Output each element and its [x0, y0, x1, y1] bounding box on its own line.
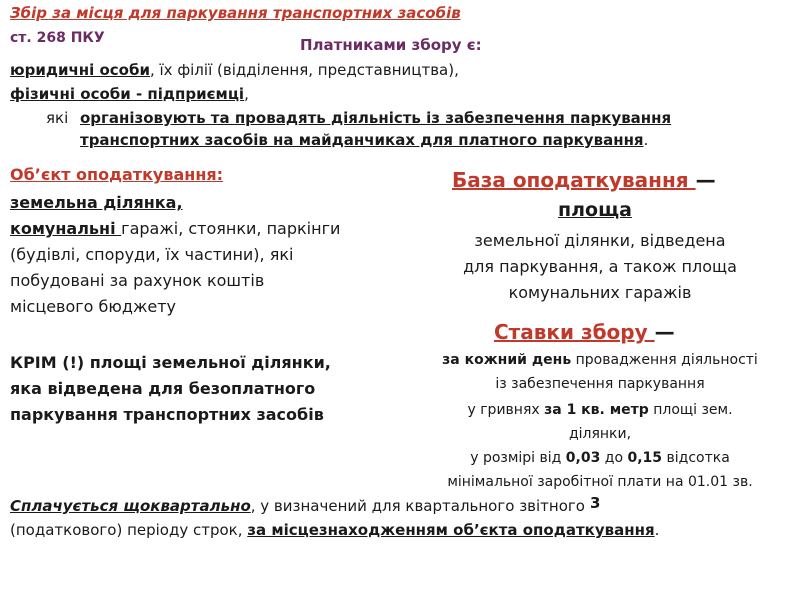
base-line1: земельної ділянки, відведена [474, 231, 726, 250]
object-line2 [10, 218, 340, 240]
payers-which: які [46, 109, 69, 127]
article-reference: ст. 268 ПКУ [10, 30, 105, 46]
page-number: 3 [590, 494, 601, 512]
payment-p2-end: . [654, 521, 660, 539]
payers-activity-line1: організовують та провадять діяльність із забезпечення паркування [80, 109, 672, 127]
object-line4: побудовані за рахунок коштів [10, 271, 265, 290]
rates-line3 [400, 400, 800, 420]
rates-l3-bold: за 1 кв. метр [544, 402, 649, 418]
base-heading: База оподаткування [452, 168, 696, 192]
payers-heading: Платниками збору є: [300, 36, 482, 54]
rates-line4: ділянки, [568, 426, 632, 442]
payers-activity-line2-text: транспортних засобів на майданчиках для платного паркування [80, 131, 644, 149]
payers-individuals [10, 84, 249, 104]
object-line3: (будівлі, споруди, їх частини), які [10, 245, 294, 264]
rates-heading: Ставки збору [494, 320, 655, 344]
rates-line1 [400, 350, 800, 370]
object-line5: місцевого бюджету [10, 297, 176, 316]
rates-dash: — [654, 320, 675, 344]
rates-heading-line [494, 320, 675, 344]
rates-line5 [400, 448, 800, 468]
payment-line1 [10, 496, 585, 516]
payment-p2-bold: за місцезнаходженням об’єкта оподаткування [247, 521, 655, 539]
payers-legal-bold: юридичні особи [10, 61, 150, 79]
object-line2-bold: комунальні [10, 219, 122, 238]
payment-p1-rest: , у визначений для квартального звітного [250, 497, 585, 515]
object-except3: паркування транспортних засобів [10, 405, 324, 424]
payers-activity-line2 [80, 130, 648, 150]
base-heading-line [452, 168, 716, 192]
payment-p1-bold: Сплачується щоквартально [10, 497, 251, 515]
rates-l5-a: у розмірі від [470, 450, 566, 466]
rates-line2: із забезпечення паркування [495, 376, 705, 392]
payment-line2 [10, 520, 659, 540]
payers-activity-end: . [643, 131, 649, 149]
rates-line6: мінімальної заробітної плати на 01.01 зв. [447, 474, 753, 490]
object-except1: КРІМ (!) площі земельної ділянки, [10, 353, 331, 372]
base-word: площа [558, 199, 632, 221]
payers-legal [10, 60, 459, 80]
rates-l3-c: площі зем. [648, 402, 733, 418]
base-line3: комунальних гаражів [508, 283, 692, 302]
payers-legal-rest: , їх філії (відділення, представництва), [149, 61, 459, 79]
object-heading: Об’єкт оподаткування: [10, 165, 224, 184]
rates-l5-min: 0,03 [565, 450, 601, 466]
rates-l1-rest: провадження діяльності [571, 352, 758, 368]
base-dash: — [695, 168, 716, 192]
rates-l1-bold: за кожний день [442, 352, 572, 368]
object-line1: земельна ділянка, [10, 193, 183, 212]
rates-l5-d: відсотка [662, 450, 730, 466]
slide-title: Збір за місця для паркування транспортних засобів [10, 4, 461, 22]
rates-l5-c: до [600, 450, 628, 466]
payers-individuals-bold: фізичні особи - підприємці [10, 85, 245, 103]
object-line2-rest: гаражі, стоянки, паркінги [121, 219, 341, 238]
base-line2: для паркування, а також площа [463, 257, 737, 276]
rates-l5-max: 0,15 [627, 450, 663, 466]
object-except2: яка відведена для безоплатного [10, 379, 316, 398]
rates-l3-a: у гривнях [467, 402, 545, 418]
payment-p2-a: (податкового) періоду строк, [10, 521, 248, 539]
payers-individuals-rest: , [244, 85, 249, 103]
